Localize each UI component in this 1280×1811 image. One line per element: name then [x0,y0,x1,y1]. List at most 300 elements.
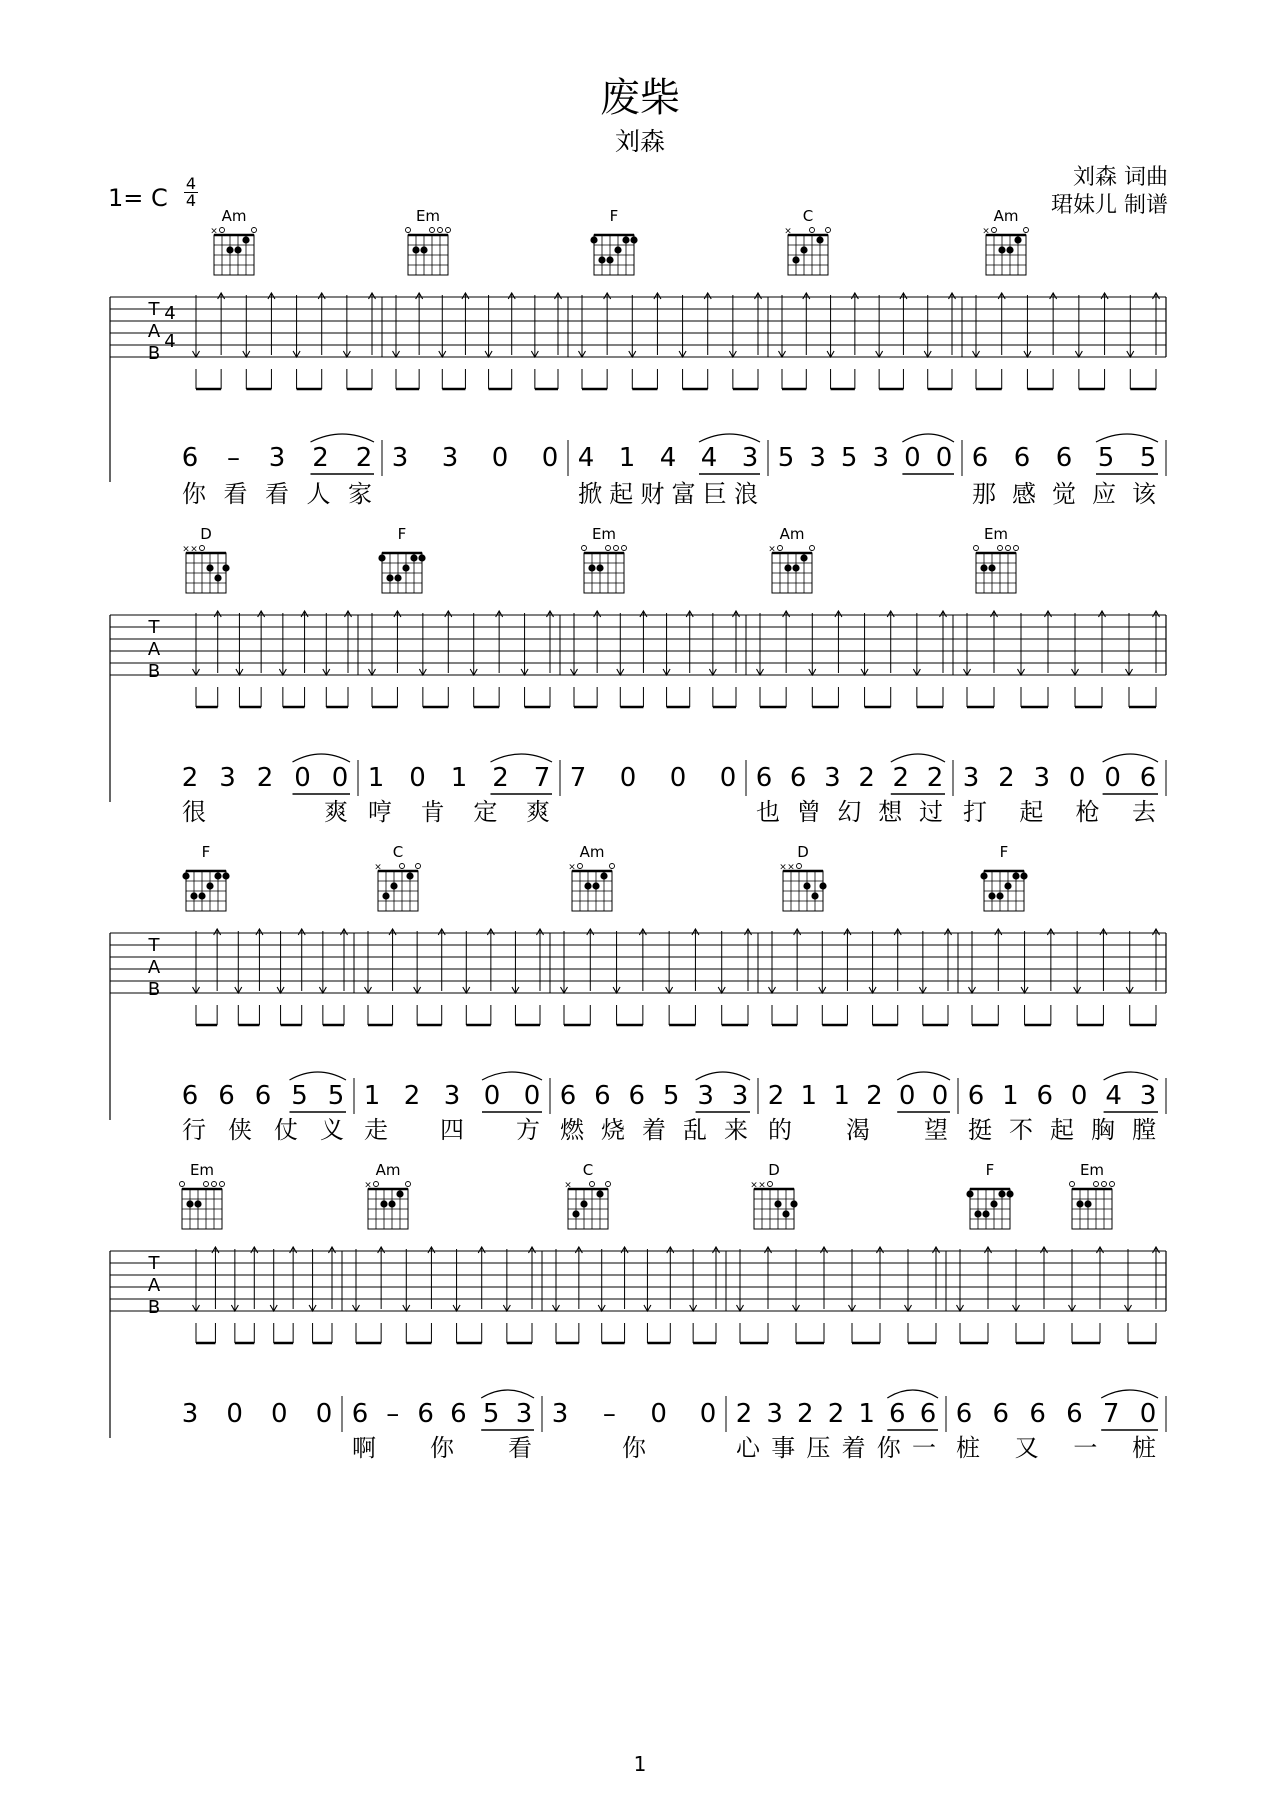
chord-name-f: F [609,207,619,225]
jianpu-note: 0 [1104,763,1121,793]
chord-dot [819,882,826,889]
jianpu-note: 2 [866,1081,883,1111]
chord-dot [378,554,385,561]
chord-muted-marker: × [784,226,792,237]
chord-open-marker [416,864,421,869]
jianpu-note: 0 [669,763,687,793]
jianpu-note: 2 [827,1399,845,1429]
jianpu-slur [290,1072,347,1080]
chord-dot [242,236,249,243]
jianpu-note: 3 [962,763,980,793]
chord-name-f: F [397,525,407,543]
lyric-char: 掀 [578,480,602,508]
jianpu-note: 2 [998,763,1015,793]
jianpu-note: – [602,1399,616,1429]
chord-open-marker [430,228,435,233]
lyric-char: 看 [223,480,248,508]
chord-open-marker [1006,546,1011,551]
jianpu-note: 0 [483,1081,501,1111]
jianpu-slur [699,434,760,442]
lyric-char: 的 [768,1116,792,1144]
jianpu-note: 2 [735,1399,753,1429]
lyric-char: 挺 [968,1116,992,1144]
chord-dot [988,564,995,571]
chord-open-marker [220,228,225,233]
chord-dot [390,882,397,889]
jianpu-note: 5 [482,1399,500,1429]
jianpu-slur [1101,1390,1158,1398]
jianpu-note: 6 [971,443,989,473]
jianpu-note: 5 [327,1081,345,1111]
tab-clef-b: B [147,979,161,1000]
chord-dot [206,882,213,889]
lyric-char: 一 [1073,1434,1098,1462]
lyric-char: 该 [1132,480,1156,508]
lyric-char: 四 [440,1116,464,1144]
lyric-char: 一 [912,1434,936,1462]
chord-dot [588,564,595,571]
jianpu-note: 3 [697,1081,714,1111]
chord-dot [406,872,413,879]
jianpu-note: – [386,1399,400,1429]
lyric-char: 定 [473,798,498,826]
chord-open-marker [406,1182,411,1187]
chord-dot [182,872,189,879]
jianpu-note: 2 [858,763,875,793]
jianpu-note: 3 [1139,1081,1157,1111]
chord-dot [214,872,221,879]
jianpu-note: 6 [351,1399,369,1429]
chord-open-marker [998,546,1003,551]
lyric-char: 巨 [702,480,727,508]
jianpu-note: 3 [268,443,286,473]
chord-dot [198,892,205,899]
chord-muted-marker: × [779,862,787,873]
chord-name-d: D [200,525,212,543]
lyric-char: 也 [756,798,780,826]
jianpu-note: 3 [515,1399,533,1429]
chord-open-marker [180,1182,185,1187]
lyric-char: 燃 [560,1116,584,1144]
chord-open-marker [778,546,783,551]
jianpu-slur [891,754,945,762]
jianpu-note: 6 [1029,1399,1046,1429]
tab-time-numerator: 4 [164,303,176,324]
chord-muted-marker: × [768,544,776,555]
song-artist: 刘森 [614,127,665,156]
lyric-char: 爽 [526,798,550,826]
jianpu-note: 6 [1013,443,1031,473]
jianpu-note: 6 [628,1081,646,1111]
jianpu-note: 4 [700,443,718,473]
chord-name-em: Em [1079,1161,1105,1179]
jianpu-note: 2 [767,1081,785,1111]
chord-dot [792,256,799,263]
lyric-char: 膛 [1132,1116,1156,1144]
lyric-char: 那 [972,480,996,508]
chord-name-am: Am [993,207,1019,225]
lyric-char: 望 [924,1116,948,1144]
jianpu-note: 2 [892,763,910,793]
chord-dot [811,892,818,899]
chord-dot [998,1190,1005,1197]
jianpu-note: 6 [1139,763,1157,793]
lyric-char: 着 [642,1116,666,1144]
page-number: 1 [633,1752,647,1776]
chord-name-am: Am [221,207,247,225]
jianpu-note: 1 [833,1081,850,1111]
lyric-char: 幻 [837,798,862,826]
chord-dot [980,872,987,879]
jianpu-note: 0 [699,1399,717,1429]
jianpu-note: 3 [872,443,890,473]
lyric-char: 看 [265,480,289,508]
jianpu-note: 0 [226,1399,243,1429]
lyric-char: 侠 [228,1116,252,1144]
tab-clef-t: T [148,299,160,320]
lyric-char: 桩 [956,1434,980,1462]
lyric-char: 义 [320,1116,344,1144]
chord-open-marker [212,1182,217,1187]
lyric-char: 烧 [601,1116,625,1144]
jianpu-note: 2 [492,763,509,793]
chord-dot [580,1200,587,1207]
chord-open-marker [220,1182,225,1187]
chord-dot [412,246,419,253]
chord-open-marker [590,1182,595,1187]
chord-dot [966,1190,973,1197]
jianpu-note: 7 [569,763,587,793]
lyric-char: 渴 [846,1116,870,1144]
chord-open-marker [438,228,443,233]
jianpu-note: 6 [1055,443,1073,473]
lyric-char: 不 [1009,1116,1033,1144]
tab-clef-t: T [148,1253,160,1274]
jianpu-note: 3 [219,763,236,793]
chord-open-marker [406,228,411,233]
chord-dot [782,1210,789,1217]
chord-open-marker [614,546,619,551]
chord-muted-marker: × [374,862,382,873]
chord-dot [998,246,1005,253]
chord-name-am: Am [579,843,605,861]
chord-dot [222,872,229,879]
jianpu-note: 3 [731,1081,749,1111]
chord-dot [606,256,613,263]
lyric-char: 家 [348,480,372,508]
chord-name-em: Em [983,525,1009,543]
jianpu-note: 2 [256,763,274,793]
lyric-char: 爽 [324,798,348,826]
lyric-char: 想 [878,798,903,826]
chord-dot [418,554,425,561]
chord-dot [790,1200,797,1207]
time-signature-numerator: 4 [185,174,197,193]
jianpu-slur [887,1390,938,1398]
lyric-char: 走 [364,1116,388,1144]
chord-dot [194,1200,201,1207]
jianpu-note: 0 [650,1399,667,1429]
jianpu-note: 4 [577,443,595,473]
lyric-char: 很 [182,798,206,826]
chord-dot [190,892,197,899]
jianpu-slur [1104,1072,1158,1080]
chord-open-marker [1024,228,1029,233]
jianpu-note: 5 [1139,443,1157,473]
jianpu-note: 7 [1102,1399,1120,1429]
tab-clef-a: A [147,1275,161,1296]
jianpu-note: 0 [271,1399,288,1429]
lyric-char: 啊 [352,1434,376,1462]
chord-open-marker [1094,1182,1099,1187]
lyric-char: 富 [671,480,696,508]
jianpu-note: 7 [533,763,551,793]
jianpu-note: 2 [403,1081,421,1111]
jianpu-note: 6 [181,443,199,473]
jianpu-note: 0 [935,443,953,473]
chord-dot [214,574,221,581]
chord-dot [1076,1200,1083,1207]
jianpu-slur [293,754,351,762]
chord-muted-marker: × [982,226,990,237]
chord-name-em: Em [189,1161,215,1179]
chord-muted-marker: × [750,1180,758,1191]
chord-open-marker [252,228,257,233]
jianpu-note: 1 [618,443,636,473]
jianpu-note: 3 [1033,763,1051,793]
lyric-char: 浪 [734,480,758,508]
lyric-char: 过 [919,798,943,826]
tab-clef-b: B [147,1297,161,1318]
lyric-char: 乱 [683,1116,707,1144]
lyric-char: 哼 [368,798,392,826]
jianpu-note: 1 [367,763,385,793]
lyric-char: 方 [516,1116,540,1144]
jianpu-note: 6 [181,1081,199,1111]
chord-dot [1006,1190,1013,1197]
jianpu-note: 0 [523,1081,541,1111]
chord-dot [1004,882,1011,889]
jianpu-note: 5 [291,1081,308,1111]
chord-dot [382,892,389,899]
jianpu-note: 3 [441,443,459,473]
lyric-char: 起 [1019,798,1044,826]
jianpu-note: 2 [312,443,329,473]
chord-name-c: C [392,843,404,861]
chord-dot [596,1190,603,1197]
jianpu-note: 2 [926,763,944,793]
tab-clef-a: A [147,321,161,342]
tab-clef-a: A [147,639,161,660]
lyric-char: 又 [1014,1434,1039,1462]
chord-dot [800,246,807,253]
chord-dot [614,246,621,253]
chord-dot [226,246,233,253]
song-title: 废柴 [600,75,680,121]
jianpu-note: 1 [450,763,468,793]
jianpu-note: 0 [409,763,426,793]
chord-dot [974,1210,981,1217]
jianpu-note: 0 [619,763,637,793]
jianpu-note: 3 [809,443,826,473]
jianpu-note: 0 [898,1081,916,1111]
chord-dot [982,1210,989,1217]
jianpu-note: 3 [551,1399,569,1429]
chord-dot [222,564,229,571]
jianpu-note: 1 [363,1081,381,1111]
lyric-char: 看 [508,1434,532,1462]
jianpu-note: 6 [594,1081,611,1111]
chord-muted-marker: × [182,544,190,555]
chord-open-marker [400,864,405,869]
chord-open-marker [1070,1182,1075,1187]
jianpu-note: 0 [1139,1399,1157,1429]
chord-open-marker [974,546,979,551]
jianpu-note: 0 [719,763,737,793]
chord-dot [402,564,409,571]
jianpu-note: 4 [659,443,677,473]
chord-dot [410,554,417,561]
chord-dot [388,1200,395,1207]
chord-open-marker [826,228,831,233]
chord-name-em: Em [415,207,441,225]
jianpu-slur [491,754,553,762]
tab-clef-b: B [147,343,161,364]
chord-dot [206,564,213,571]
chord-dot [784,564,791,571]
jianpu-note: 6 [1036,1081,1054,1111]
chord-open-marker [768,1182,773,1187]
chord-open-marker [622,546,627,551]
chord-open-marker [374,1182,379,1187]
chord-dot [980,564,987,571]
chord-name-d: D [768,1161,780,1179]
jianpu-note: – [227,443,240,473]
chord-open-marker [810,228,815,233]
chord-dot [816,236,823,243]
chord-open-marker [1102,1182,1107,1187]
jianpu-note: 2 [355,443,373,473]
chord-muted-marker: × [190,544,198,555]
lyric-char: 起 [609,480,634,508]
jianpu-note: 3 [391,443,409,473]
jianpu-note: 0 [931,1081,949,1111]
tab-clef-t: T [148,935,160,956]
jianpu-note: 6 [889,1399,906,1429]
jianpu-slur [897,1072,950,1080]
lyric-char: 曾 [796,798,821,826]
jianpu-note: 3 [181,1399,199,1429]
jianpu-note: 6 [559,1081,577,1111]
chord-muted-marker: × [564,1180,572,1191]
chord-open-marker [606,546,611,551]
lyric-char: 事 [771,1434,796,1462]
jianpu-slur [1096,434,1158,442]
jianpu-note: 5 [1097,443,1115,473]
chord-dot [420,246,427,253]
lyric-char: 打 [963,798,987,826]
chord-name-am: Am [779,525,805,543]
jianpu-note: 6 [755,763,773,793]
chord-dot [803,882,810,889]
chord-dot [800,554,807,561]
chord-open-marker [1110,1182,1115,1187]
chord-dot [396,1190,403,1197]
jianpu-note: 6 [417,1399,434,1429]
tab-clef-b: B [147,661,161,682]
jianpu-note: 3 [824,763,841,793]
jianpu-note: 6 [789,763,807,793]
chord-dot [584,882,591,889]
chord-name-am: Am [375,1161,401,1179]
lyric-char: 压 [806,1434,831,1462]
chord-dot [1020,872,1027,879]
chord-name-f: F [201,843,211,861]
jianpu-slur [481,1390,534,1398]
chord-muted-marker: × [758,1180,766,1191]
jianpu-note: 0 [904,443,921,473]
chord-dot [1006,246,1013,253]
jianpu-note: 5 [777,443,795,473]
chord-dot [996,892,1003,899]
jianpu-note: 0 [541,443,559,473]
chord-dot [600,872,607,879]
chord-open-marker [1014,546,1019,551]
chord-dot [386,574,393,581]
lyric-char: 起 [1050,1116,1074,1144]
jianpu-note: 6 [450,1399,467,1429]
jianpu-note: 1 [858,1399,875,1429]
chord-name-f: F [985,1161,995,1179]
chord-open-marker [204,1182,209,1187]
credit-composer: 刘森 词曲 [1073,165,1168,190]
chord-muted-marker: × [568,862,576,873]
jianpu-note: 4 [1105,1081,1122,1111]
chord-muted-marker: × [364,1180,372,1191]
jianpu-note: 5 [662,1081,680,1111]
jianpu-slur [696,1072,750,1080]
jianpu-note: 6 [1066,1399,1083,1429]
jianpu-note: 0 [1070,1081,1088,1111]
lyric-char: 你 [876,1434,901,1462]
chord-dot [380,1200,387,1207]
chord-dot [630,236,637,243]
tab-clef-t: T [148,617,160,638]
chord-dot [572,1210,579,1217]
chord-dot [394,574,401,581]
jianpu-note: 0 [294,763,311,793]
chord-dot [1014,236,1021,243]
chord-dot [990,1200,997,1207]
jianpu-note: 5 [840,443,858,473]
chord-dot [596,564,603,571]
jianpu-note: 3 [766,1399,783,1429]
jianpu-note: 0 [1068,763,1086,793]
tab-time-denominator: 4 [164,331,176,352]
lyric-char: 去 [1132,798,1156,826]
chord-dot [186,1200,193,1207]
chord-muted-marker: × [787,862,795,873]
chord-dot [598,256,605,263]
jianpu-note: 2 [181,763,199,793]
lyric-char: 桩 [1132,1434,1156,1462]
jianpu-note: 0 [491,443,509,473]
chord-open-marker [446,228,451,233]
lyric-char: 应 [1092,480,1116,508]
jianpu-note: 0 [315,1399,333,1429]
chord-dot [792,564,799,571]
chord-open-marker [200,546,205,551]
